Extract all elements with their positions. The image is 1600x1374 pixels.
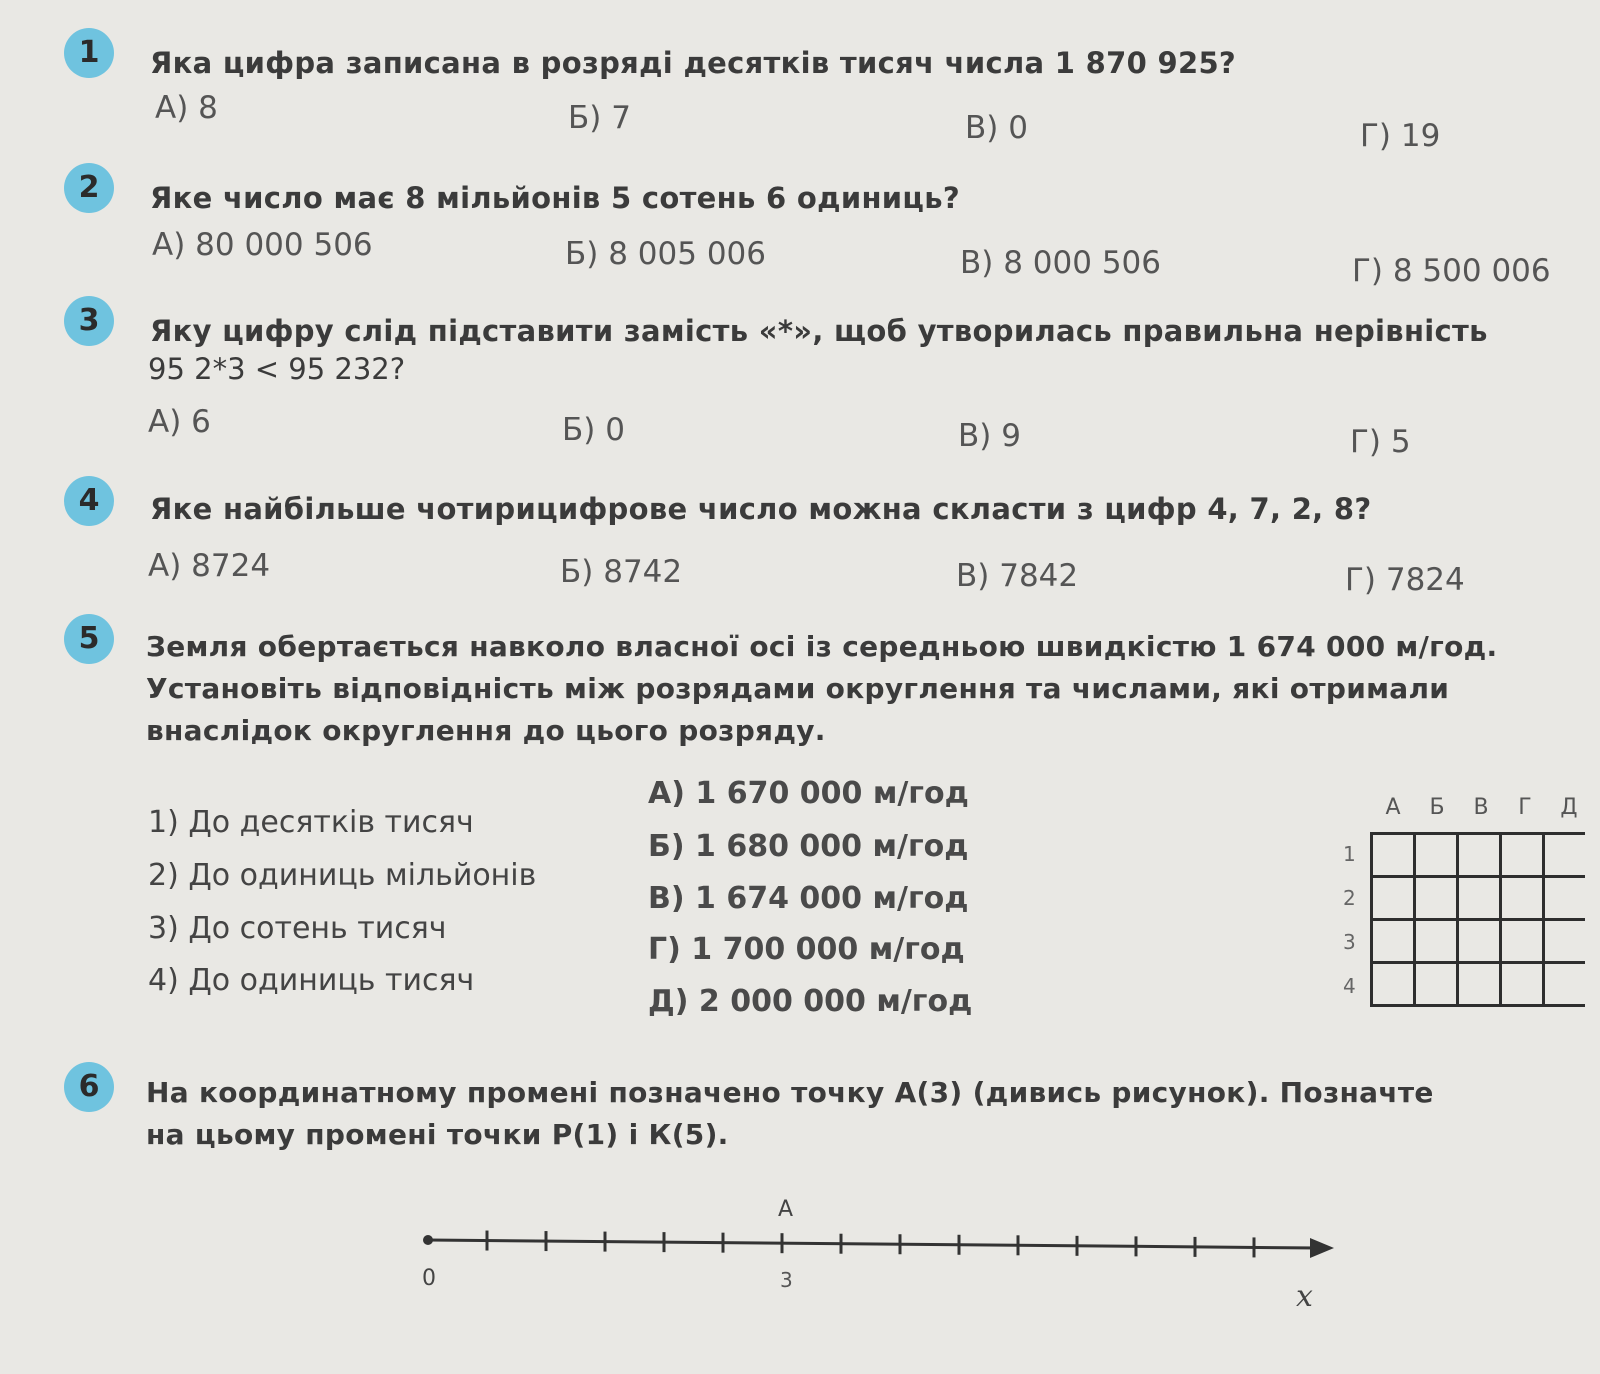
question-text: Яка цифра записана в розряді десятків тисяч числа 1 870 925? <box>150 46 1237 80</box>
option-g[interactable]: Г) 19 <box>1360 118 1441 154</box>
option-b[interactable]: Б) 7 <box>568 100 631 136</box>
question-text-line3: внаслідок округлення до цього розряду. <box>146 714 826 747</box>
question-text-line2: Установіть відповідність між розрядами округлення та числами, які отримали <box>146 672 1450 705</box>
question-text: Яке найбільше чотирицифрове число можна скласти з цифр 4, 7, 2, 8? <box>150 492 1372 526</box>
option-a[interactable]: А) 6 <box>148 404 211 440</box>
question-number-badge: 2 <box>64 163 114 213</box>
match-right-item-b: Б) 1 680 000 м/год <box>648 829 969 864</box>
grid-col-label-a: А <box>1385 795 1401 820</box>
question-number-badge: 4 <box>64 476 114 526</box>
option-g[interactable]: Г) 8 500 006 <box>1352 253 1551 289</box>
grid-row-label-4: 4 <box>1343 974 1356 998</box>
grid-col-label-d: Д <box>1560 795 1578 820</box>
option-a[interactable]: А) 8 <box>155 90 218 126</box>
match-right-item-a: А) 1 670 000 м/год <box>648 776 969 811</box>
question-number-badge: 1 <box>64 28 114 78</box>
ray-origin-dot <box>423 1235 433 1245</box>
question-number-badge: 3 <box>64 296 114 346</box>
grid-col-label-g: Г <box>1518 795 1532 820</box>
question-text: Яку цифру слід підставити замість «*», щоб утворилась правильна нерівність <box>150 314 1488 348</box>
ray-point-a-value: 3 <box>780 1268 793 1292</box>
match-right-item-v: В) 1 674 000 м/год <box>648 881 969 916</box>
option-a[interactable]: А) 80 000 506 <box>152 227 373 263</box>
option-b[interactable]: Б) 0 <box>562 412 625 448</box>
match-right-item-g: Г) 1 700 000 м/год <box>648 932 965 967</box>
question-inequality: 95 2*3 < 95 232? <box>148 352 406 386</box>
ray-point-a-label: А <box>778 1197 794 1222</box>
option-v[interactable]: В) 8 000 506 <box>960 245 1161 281</box>
grid-row-label-1: 1 <box>1343 842 1356 866</box>
match-right-item-d: Д) 2 000 000 м/год <box>648 984 973 1019</box>
grid-col-label-b: Б <box>1429 795 1445 820</box>
option-g[interactable]: Г) 7824 <box>1345 562 1465 598</box>
question-number-badge: 5 <box>64 614 114 664</box>
option-b[interactable]: Б) 8742 <box>560 554 683 590</box>
question-text-line2: на цьому промені точки Р(1) і К(5). <box>146 1118 729 1151</box>
question-text-line1: На координатному промені позначено точку А(3) (дивись рисунок). Позначте <box>146 1076 1434 1109</box>
ray-arrow <box>1310 1238 1334 1258</box>
match-left-item-4: 4) До одиниць тисяч <box>148 963 475 998</box>
question-text: Яке число має 8 мільйонів 5 сотень 6 одиниць? <box>150 181 960 215</box>
ray-axis-label: x <box>1296 1279 1313 1314</box>
option-a[interactable]: А) 8724 <box>148 548 271 584</box>
grid-row-label-2: 2 <box>1343 886 1356 910</box>
question-text-line1: Земля обертається навколо власної осі із середньою швидкістю 1 674 000 м/год. <box>146 630 1498 663</box>
option-g[interactable]: Г) 5 <box>1350 424 1411 460</box>
match-left-item-2: 2) До одиниць мільйонів <box>148 858 537 893</box>
option-v[interactable]: В) 9 <box>958 418 1021 454</box>
question-number-badge: 6 <box>64 1062 114 1112</box>
ray-line <box>428 1240 1318 1248</box>
option-v[interactable]: В) 7842 <box>956 558 1079 594</box>
match-left-item-3: 3) До сотень тисяч <box>148 911 447 946</box>
ray-origin-label: 0 <box>422 1266 436 1291</box>
grid-row-label-3: 3 <box>1343 930 1356 954</box>
option-v[interactable]: В) 0 <box>965 110 1028 146</box>
match-left-item-1: 1) До десятків тисяч <box>148 805 474 840</box>
grid-col-label-v: В <box>1473 795 1489 820</box>
option-b[interactable]: Б) 8 005 006 <box>565 236 766 272</box>
